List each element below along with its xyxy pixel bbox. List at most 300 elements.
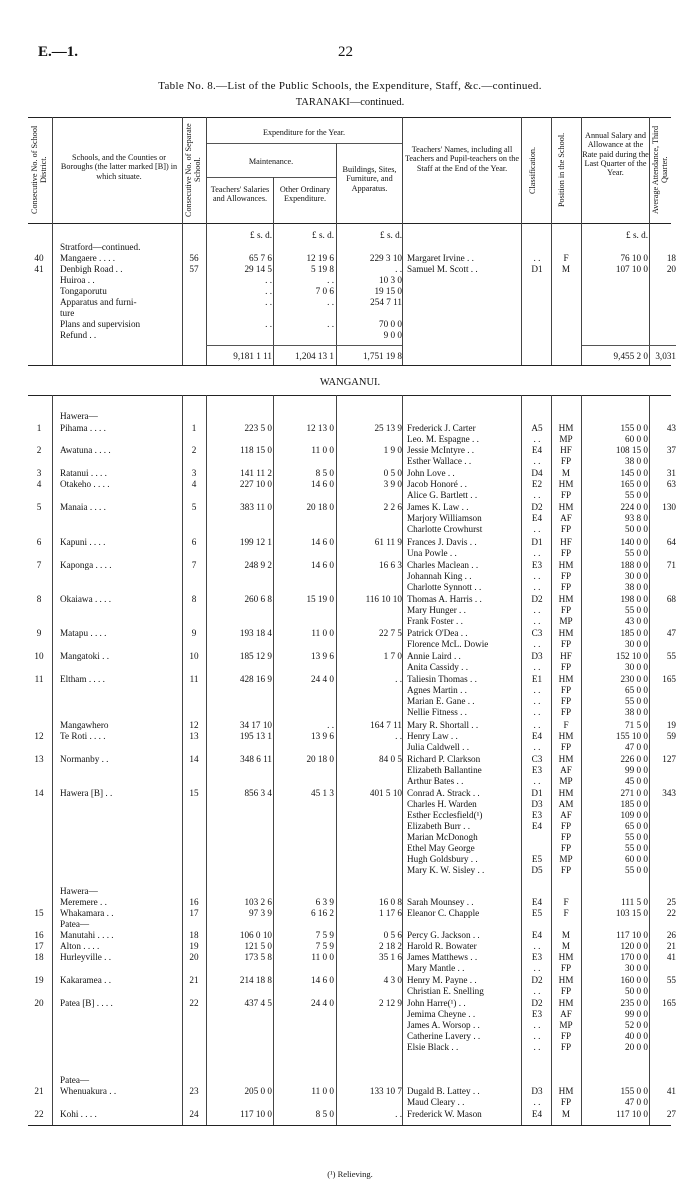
separate-no: 22 xyxy=(189,998,199,1008)
buildings-value: 3 9 0 xyxy=(383,479,402,489)
classification: E4 xyxy=(531,821,543,831)
classification: C3 xyxy=(531,754,543,764)
position: FP xyxy=(560,582,572,592)
position: HM xyxy=(558,1086,574,1096)
position: FP xyxy=(560,742,572,752)
teacher-name: Sarah Mounsey . . xyxy=(407,897,474,907)
buildings-value: 10 3 0 xyxy=(379,275,402,285)
table-title: Table No. 8.—List of the Public Schools, the Expenditure, Staff, &c.—continued. xyxy=(158,80,542,92)
classification: D3 xyxy=(531,651,543,661)
classification: D3 xyxy=(531,1086,543,1096)
district-no: 19 xyxy=(34,975,44,985)
separate-no: 2 xyxy=(191,445,197,455)
district-no: 8 xyxy=(36,594,42,604)
table-bottom-rule xyxy=(28,1125,671,1126)
table-row xyxy=(0,962,700,974)
classification: D2 xyxy=(531,594,543,604)
school-name: Plans and supervision xyxy=(60,319,141,329)
totals-rule xyxy=(582,345,676,346)
classification: E4 xyxy=(531,445,543,455)
teacher-name: Frederick J. Carter xyxy=(407,423,476,433)
district-no: 9 xyxy=(36,628,42,638)
position: MP xyxy=(559,434,573,444)
classification: . . xyxy=(533,742,541,752)
classification: E3 xyxy=(531,765,543,775)
district-no: 17 xyxy=(34,941,44,951)
school-name: Hawera— xyxy=(60,411,98,421)
separate-no: 14 xyxy=(189,754,199,764)
classification: . . xyxy=(533,776,541,786)
annual-salary: 71 5 0 xyxy=(625,720,648,730)
attendance: 130 xyxy=(662,502,676,512)
buildings-value: 1 9 0 xyxy=(383,445,402,455)
position: HM xyxy=(558,975,574,985)
position: HM xyxy=(558,788,574,798)
classification: . . xyxy=(533,253,541,263)
teacher-name: Charlotte Crowhurst xyxy=(407,524,483,534)
teacher-name: Christian E. Snelling xyxy=(407,986,484,996)
annual-salary: 99 0 0 xyxy=(625,1009,648,1019)
salaries-value: 248 9 2 xyxy=(244,560,272,570)
classification: . . xyxy=(533,986,541,996)
separate-no: 6 xyxy=(191,537,197,547)
position: M xyxy=(561,468,571,478)
teacher-name: Jemima Cheyne . . xyxy=(407,1009,476,1019)
buildings-value: 0 5 6 xyxy=(383,930,402,940)
buildings-value: 84 0 5 xyxy=(379,754,402,764)
salaries-value: 103 2 6 xyxy=(244,897,272,907)
other-expenditure-value: 11 0 0 xyxy=(311,1086,334,1096)
teacher-name: Esther Wallace . . xyxy=(407,456,472,466)
classification: E1 xyxy=(531,674,543,684)
salaries-value: 383 11 0 xyxy=(240,502,272,512)
buildings-value: 1 17 6 xyxy=(379,908,402,918)
teacher-name: Catherine Lavery . . xyxy=(407,1031,481,1041)
header-other-expenditure: Other Ordinary Expenditure. xyxy=(279,185,331,204)
school-name: Mangaere . . . . xyxy=(60,253,116,263)
totals-rule xyxy=(206,345,402,346)
teacher-name: Harold R. Bowater xyxy=(407,941,477,951)
attendance: 71 xyxy=(666,560,676,570)
other-expenditure-value: 24 4 0 xyxy=(311,998,334,1008)
annual-salary: 230 0 0 xyxy=(620,674,648,684)
salaries-value: 348 6 11 xyxy=(240,754,272,764)
separate-no: 12 xyxy=(189,720,199,730)
other-expenditure-value: 5 19 8 xyxy=(311,264,334,274)
teacher-name: Esther Ecclesfield(¹) xyxy=(407,810,483,820)
teacher-name: Frank Foster . . xyxy=(407,616,463,626)
position: FP xyxy=(560,865,572,875)
school-name: Kakaramea . . xyxy=(60,975,112,985)
position: AF xyxy=(560,810,572,820)
position: FP xyxy=(560,696,572,706)
salaries-value: 223 5 0 xyxy=(244,423,272,433)
position: HM xyxy=(558,479,574,489)
salaries-value: 199 12 1 xyxy=(239,537,272,547)
attendance: 68 xyxy=(666,594,676,604)
school-name: Patea— xyxy=(60,919,90,929)
attendance: 41 xyxy=(666,1086,676,1096)
currency-unit: £ s. d. xyxy=(626,230,648,240)
classification: D2 xyxy=(531,975,543,985)
table-row xyxy=(0,985,700,997)
school-name: Apparatus and furni- xyxy=(60,297,137,307)
buildings-value: 4 3 0 xyxy=(383,975,402,985)
classification: E3 xyxy=(531,952,543,962)
currency-unit: £ s. d. xyxy=(250,230,272,240)
position: HM xyxy=(558,731,574,741)
position: FP xyxy=(560,843,572,853)
school-name: Manaia . . . . xyxy=(60,502,106,512)
annual-salary: 38 0 0 xyxy=(625,456,648,466)
position: HF xyxy=(560,537,572,547)
attendance: 43 xyxy=(666,423,676,433)
header-maintenance: Maintenance. xyxy=(248,157,294,166)
teacher-name: Eleanor C. Chapple xyxy=(407,908,480,918)
annual-salary: 117 10 0 xyxy=(616,1109,648,1119)
header-classification: Classification. xyxy=(528,146,537,194)
salaries-value: 29 14 5 xyxy=(244,264,272,274)
annual-salary: 155 10 0 xyxy=(615,731,648,741)
classification: . . xyxy=(533,639,541,649)
salaries-value: 185 12 9 xyxy=(239,651,272,661)
other-expenditure-value: . . xyxy=(327,319,334,329)
teacher-name: Mary R. Shortall . . xyxy=(407,720,479,730)
other-expenditure-value: . . xyxy=(327,720,334,730)
separate-no: 20 xyxy=(189,952,199,962)
position: HM xyxy=(558,502,574,512)
salaries-value: 65 7 6 xyxy=(249,253,272,263)
classification: . . xyxy=(533,548,541,558)
position: FP xyxy=(560,963,572,973)
annual-salary: 20 0 0 xyxy=(625,1042,648,1052)
table-row xyxy=(0,1108,700,1120)
position: M xyxy=(561,930,571,940)
classification: E4 xyxy=(531,513,543,523)
attendance: 343 xyxy=(662,788,676,798)
attendance: 27 xyxy=(666,1109,676,1119)
position: HM xyxy=(558,952,574,962)
table-row xyxy=(0,1096,700,1108)
attendance: 21 xyxy=(666,941,676,951)
annual-salary: 165 0 0 xyxy=(620,479,648,489)
annual-salary: 55 0 0 xyxy=(625,490,648,500)
teacher-name: Margaret Irvine . . xyxy=(407,253,474,263)
position: AF xyxy=(560,1009,572,1019)
separate-no: 56 xyxy=(189,253,199,263)
header-bottom-rule xyxy=(28,223,671,224)
position: AM xyxy=(558,799,574,809)
table-row xyxy=(0,350,700,362)
buildings-value: 2 2 6 xyxy=(383,502,402,512)
table-row xyxy=(0,329,700,341)
annual-salary: 93 8 0 xyxy=(625,513,648,523)
district-no: 11 xyxy=(34,674,44,684)
separate-no: 15 xyxy=(189,788,199,798)
teacher-name: Jacob Honoré . . xyxy=(407,479,467,489)
region-heading-wanganui: WANGANUI. xyxy=(319,377,381,388)
buildings-value: 19 15 0 xyxy=(374,286,402,296)
other-expenditure-value: 7 0 6 xyxy=(315,286,334,296)
buildings-value: . . xyxy=(395,264,402,274)
school-name: Denbigh Road . . xyxy=(60,264,123,274)
position: FP xyxy=(560,707,572,717)
buildings-value: 254 7 11 xyxy=(370,297,402,307)
other-expenditure-value: 12 19 6 xyxy=(306,253,334,263)
annual-salary: 55 0 0 xyxy=(625,832,648,842)
annual-salary: 55 0 0 xyxy=(625,865,648,875)
salaries-value: . . xyxy=(265,297,272,307)
school-name: Otakeho . . . . xyxy=(60,479,110,489)
annual-salary: 55 0 0 xyxy=(625,605,648,615)
annual-salary: 271 0 0 xyxy=(620,788,648,798)
attendance: 55 xyxy=(666,651,676,661)
table-row xyxy=(0,581,700,593)
teacher-name: James K. Law . . xyxy=(407,502,469,512)
salaries-value: 117 10 0 xyxy=(240,1109,272,1119)
position: MP xyxy=(559,776,573,786)
salaries-value: 428 16 9 xyxy=(239,674,272,684)
other-expenditure-value: 8 5 0 xyxy=(315,1109,334,1119)
buildings-value: 229 3 10 xyxy=(369,253,402,263)
buildings-value: 2 18 2 xyxy=(379,941,402,951)
position: FP xyxy=(560,1097,572,1107)
district-no: 12 xyxy=(34,731,44,741)
separate-no: 9 xyxy=(191,628,197,638)
separate-no: 13 xyxy=(189,731,199,741)
position: F xyxy=(563,720,569,730)
region-subtitle: TARANAKI—continued. xyxy=(295,97,405,108)
classification: . . xyxy=(533,1042,541,1052)
separate-no: 5 xyxy=(191,502,197,512)
district-no: 3 xyxy=(36,468,42,478)
teacher-name: Arthur Bates . . xyxy=(407,776,464,786)
position: FP xyxy=(560,821,572,831)
teacher-name: Florence McL. Dowie xyxy=(407,639,489,649)
buildings-value: 25 13 9 xyxy=(374,423,402,433)
buildings-value: 1,751 19 8 xyxy=(362,351,402,361)
classification: . . xyxy=(533,1031,541,1041)
classification: . . xyxy=(533,685,541,695)
annual-salary: 60 0 0 xyxy=(625,854,648,864)
annual-salary: 235 0 0 xyxy=(620,998,648,1008)
teacher-name: James Matthews . . xyxy=(407,952,478,962)
page-reference: E.—1. xyxy=(38,44,79,60)
position: FP xyxy=(560,524,572,534)
annual-salary: 9,455 2 0 xyxy=(613,351,648,361)
position: FP xyxy=(560,685,572,695)
annual-salary: 30 0 0 xyxy=(625,639,648,649)
attendance: 22 xyxy=(666,908,676,918)
teacher-name: Johannah King . . xyxy=(407,571,472,581)
teacher-name: Samuel M. Scott . . xyxy=(407,264,478,274)
teacher-name: Jessie McIntyre . . xyxy=(407,445,475,455)
classification: . . xyxy=(533,1020,541,1030)
classification: . . xyxy=(533,1097,541,1107)
teacher-name: Taliesin Thomas . . xyxy=(407,674,477,684)
teacher-name: Julia Caldwell . . xyxy=(407,742,470,752)
annual-salary: 43 0 0 xyxy=(625,616,648,626)
buildings-value: 22 7 5 xyxy=(379,628,402,638)
teacher-name: Marian McDonogh xyxy=(407,832,478,842)
separate-no: 3 xyxy=(191,468,197,478)
teacher-name: Charlotte Synnott . . xyxy=(407,582,482,592)
position: FP xyxy=(560,571,572,581)
position: HM xyxy=(558,423,574,433)
annual-salary: 188 0 0 xyxy=(620,560,648,570)
school-name: Normanby . . xyxy=(60,754,109,764)
buildings-value: 0 5 0 xyxy=(383,468,402,478)
teacher-name: Dugald B. Lattey . . xyxy=(407,1086,480,1096)
school-name: Alton . . . . xyxy=(60,941,100,951)
attendance: 19 xyxy=(666,720,676,730)
annual-salary: 170 0 0 xyxy=(620,952,648,962)
annual-salary: 30 0 0 xyxy=(625,662,648,672)
salaries-value: 214 18 8 xyxy=(239,975,272,985)
school-name: Hawera [B] . . xyxy=(60,788,113,798)
teacher-name: John Love . . xyxy=(407,468,455,478)
school-name: Stratford—continued. xyxy=(60,242,141,252)
teacher-name: Elsie Black . . xyxy=(407,1042,459,1052)
classification: E5 xyxy=(531,908,543,918)
annual-salary: 55 0 0 xyxy=(625,843,648,853)
attendance: 59 xyxy=(666,731,676,741)
classification: . . xyxy=(533,720,541,730)
salaries-value: 97 3 9 xyxy=(249,908,272,918)
position: F xyxy=(563,897,569,907)
position: HM xyxy=(558,628,574,638)
position: AF xyxy=(560,513,572,523)
district-no: 18 xyxy=(34,952,44,962)
header-buildings: Buildings, Sites, Furniture, and Apparatus. xyxy=(342,165,397,193)
salaries-value: 34 17 10 xyxy=(239,720,272,730)
teacher-name: Mary K. W. Sisley . . xyxy=(407,865,485,875)
attendance: 165 xyxy=(662,998,676,1008)
other-expenditure-value: 14 6 0 xyxy=(311,479,334,489)
expenditure-rule xyxy=(206,143,402,144)
attendance: 63 xyxy=(666,479,676,489)
salaries-value: 118 15 0 xyxy=(240,445,272,455)
school-name: Pihama . . . . xyxy=(60,423,106,433)
annual-salary: 120 0 0 xyxy=(620,941,648,951)
attendance: 25 xyxy=(666,897,676,907)
teacher-name: Patrick O'Dea . . xyxy=(407,628,468,638)
table-row xyxy=(0,1041,700,1053)
annual-salary: 155 0 0 xyxy=(620,1086,648,1096)
separate-no: 16 xyxy=(189,897,199,907)
salaries-value: 227 10 0 xyxy=(239,479,272,489)
position: MP xyxy=(559,854,573,864)
school-name: Refund . . xyxy=(60,330,97,340)
other-expenditure-value: 8 5 0 xyxy=(315,468,334,478)
classification: C3 xyxy=(531,628,543,638)
district-no: 2 xyxy=(36,445,42,455)
buildings-value: 2 12 9 xyxy=(379,998,402,1008)
classification: D1 xyxy=(531,264,543,274)
separate-no: 57 xyxy=(189,264,199,274)
classification: D4 xyxy=(531,468,543,478)
salaries-value: 205 0 0 xyxy=(244,1086,272,1096)
classification: E4 xyxy=(531,897,543,907)
classification: E2 xyxy=(531,479,543,489)
other-expenditure-value: . . xyxy=(327,275,334,285)
annual-salary: 30 0 0 xyxy=(625,571,648,581)
teacher-name: Elizabeth Ballantine xyxy=(407,765,482,775)
school-name: Matapu . . . . xyxy=(60,628,107,638)
header-position: Position in the School. xyxy=(557,132,566,208)
school-name: Awatuna . . . . xyxy=(60,445,111,455)
annual-salary: 111 5 0 xyxy=(621,897,648,907)
salaries-value: 9,181 1 11 xyxy=(233,351,272,361)
teacher-name: Mary Hunger . . xyxy=(407,605,466,615)
currency-unit-row xyxy=(0,229,700,241)
buildings-value: . . xyxy=(395,674,402,684)
currency-unit: £ s. d. xyxy=(312,230,334,240)
school-name: Eltham . . . . xyxy=(60,674,105,684)
classification: E3 xyxy=(531,810,543,820)
other-expenditure-value: 6 16 2 xyxy=(311,908,334,918)
teacher-name: Anita Cassidy . . xyxy=(407,662,468,672)
separate-no: 10 xyxy=(189,651,199,661)
district-no: 21 xyxy=(34,1086,44,1096)
position: F xyxy=(563,908,569,918)
teacher-name: Agnes Martin . . xyxy=(407,685,467,695)
position: FP xyxy=(560,639,572,649)
classification: D5 xyxy=(531,865,543,875)
position: FP xyxy=(560,986,572,996)
buildings-value: 61 11 9 xyxy=(374,537,402,547)
buildings-value: 133 10 7 xyxy=(369,1086,402,1096)
school-name: Patea [B] . . . . xyxy=(60,998,113,1008)
table-row xyxy=(0,638,700,650)
annual-salary: 185 0 0 xyxy=(620,799,648,809)
other-expenditure-value: 20 18 0 xyxy=(306,754,334,764)
classification: . . xyxy=(533,963,541,973)
salaries-value: . . xyxy=(265,275,272,285)
classification: . . xyxy=(533,707,541,717)
annual-salary: 103 15 0 xyxy=(615,908,648,918)
teacher-name: Una Powle . . xyxy=(407,548,457,558)
position: M xyxy=(561,941,571,951)
buildings-value: 70 0 0 xyxy=(379,319,402,329)
classification: E4 xyxy=(531,1109,543,1119)
attendance: 64 xyxy=(666,537,676,547)
school-name: Mangawhero xyxy=(60,720,109,730)
separate-no: 19 xyxy=(189,941,199,951)
teacher-name: Alice G. Bartlett . . xyxy=(407,490,478,500)
classification: . . xyxy=(533,456,541,466)
other-expenditure-value: 11 0 0 xyxy=(311,445,334,455)
position: FP xyxy=(560,832,572,842)
other-expenditure-value: 7 5 9 xyxy=(315,930,334,940)
annual-salary: 224 0 0 xyxy=(620,502,648,512)
school-name: Patea— xyxy=(60,1075,90,1085)
separate-no: 18 xyxy=(189,930,199,940)
attendance: 3,031 xyxy=(655,351,676,361)
buildings-value: 164 7 11 xyxy=(370,720,402,730)
classification: . . xyxy=(533,571,541,581)
separate-no: 21 xyxy=(189,975,199,985)
buildings-value: 16 0 8 xyxy=(379,897,402,907)
school-name: Whakamara . . xyxy=(60,908,114,918)
table-row xyxy=(0,706,700,718)
annual-salary: 38 0 0 xyxy=(625,582,648,592)
table-row xyxy=(0,455,700,467)
district-no: 41 xyxy=(34,264,44,274)
attendance: 31 xyxy=(666,468,676,478)
school-name: Te Roti . . . . xyxy=(60,731,106,741)
position: MP xyxy=(559,1020,573,1030)
